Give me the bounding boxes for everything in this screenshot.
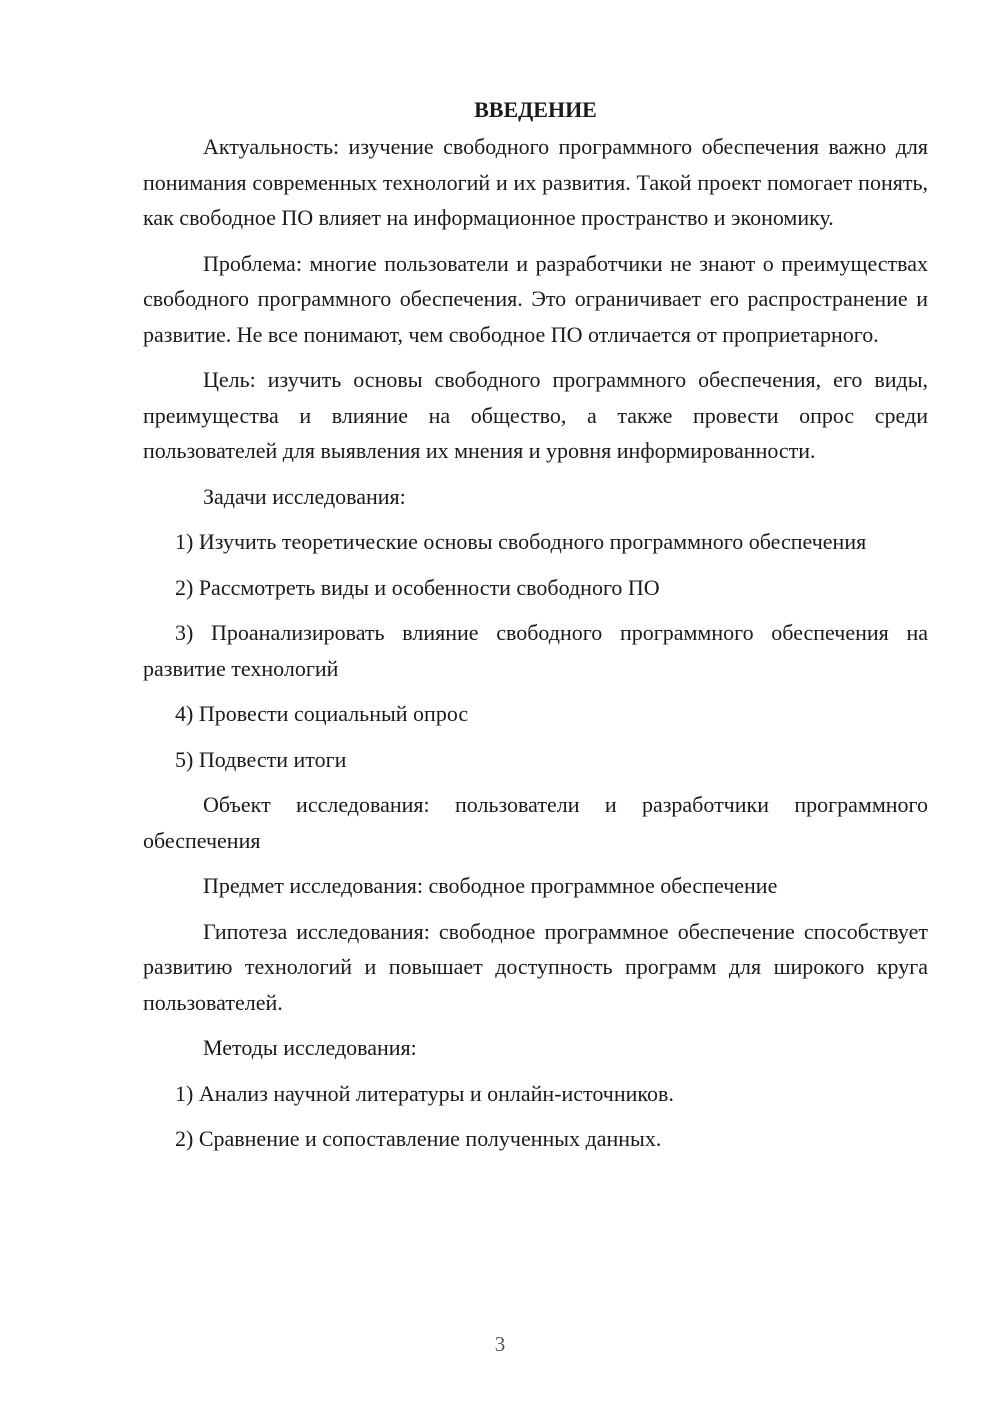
page-title: ВВЕДЕНИЕ [474,97,597,122]
page-number: 3 [494,1332,506,1356]
list-item: 2) Рассмотреть виды и особенности свободного ПО [175,574,660,600]
list-item: 4) Провести социальный опрос [175,701,469,726]
paragraph-object: Объект исследования: пользователи и разработчики программного обеспечения [143,792,928,853]
paragraph-goal: Цель: изучить основы свободного программного обеспечения, его виды, преимущества и влияние на общество, а также провести опрос среди пользователей для выявления их мнения и уровня информированности. [143,367,928,463]
list-item: 1) Изучить теоретические основы свободного программного обеспечения [175,529,867,554]
list-item: 3) Проанализировать влияние свободного программного обеспечения на развитие технологий [143,620,928,681]
methods-list [143,1076,928,1157]
paragraph-problem: Проблема: многие пользователи и разработчики не знают о преимуществах свободного программного обеспечения. Это ограничивает его распространение и развитие. Не все понимают, чем свободное ПО отличается от проприетарного. [143,250,928,347]
tasks-list [143,524,928,777]
methods-heading: Методы исследования: [203,1035,417,1060]
paragraph-subject: Предмет исследования: свободное программное обеспечение [203,873,778,898]
list-item: 5) Подвести итоги [175,746,347,772]
tasks-heading: Задачи исследования: [203,483,406,509]
paragraph-hypothesis: Гипотеза исследования: свободное программное обеспечение способствует развитию технологий и повышает доступность программ для широкого круга пользователей. [143,918,928,1015]
list-item: 1) Анализ научной литературы и онлайн-источников. [175,1080,674,1106]
list-item: 2) Сравнение и сопоставление полученных данных. [175,1126,662,1151]
paragraph-relevance: Актуальность: изучение свободного программного обеспечения важно для понимания современных технологий и их развития. Такой проект помогает понять, как свободное ПО влияет на информационное пространство и экономику. [143,134,928,230]
